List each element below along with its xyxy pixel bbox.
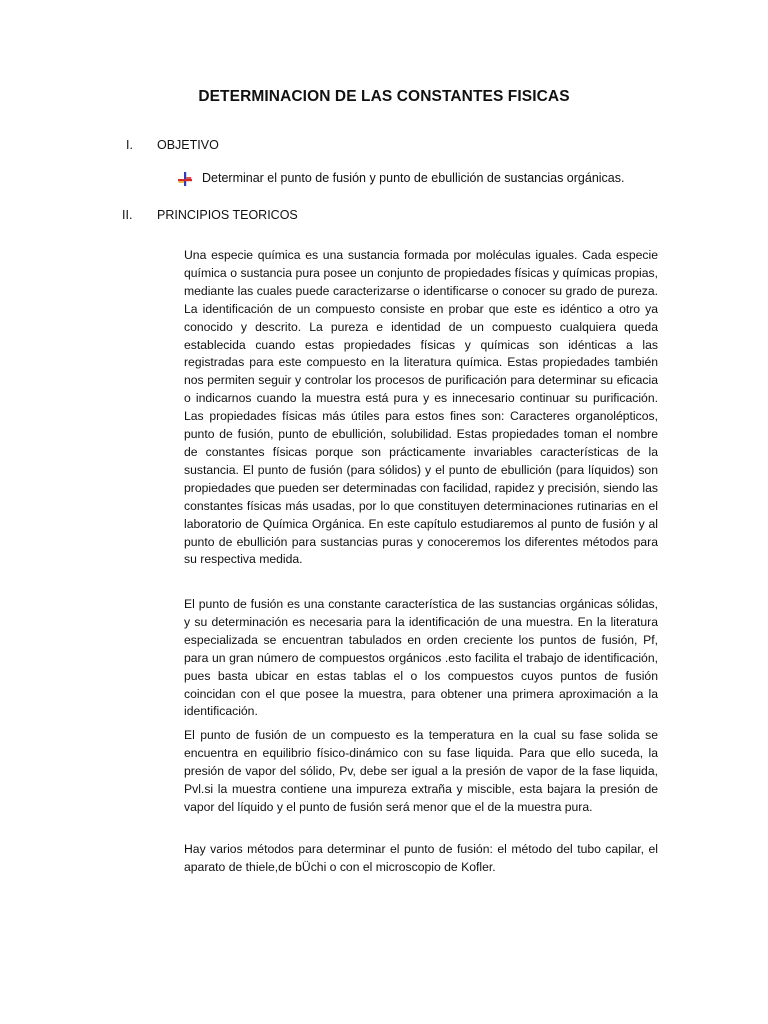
section-number: II.: [122, 208, 133, 222]
colored-cross-bullet-icon: [178, 172, 192, 186]
document-title: DETERMINACION DE LAS CONSTANTES FISICAS: [198, 88, 570, 105]
section-heading: OBJETIVO: [157, 138, 219, 152]
objective-text: Determinar el punto de fusión y punto de ebullición de sustancias orgánicas.: [202, 171, 625, 185]
paragraph: Una especie química es una sustancia formada por moléculas iguales. Cada especie química o sustancia pura posee un conjunto de propiedades físicas y químicas propias, mediante las cuales puede caracterizarse o identificarse o conocer su grado de pureza. La identificación de un compuesto consiste en probar que este es idéntico a otro ya conocido y descrito. La pureza e identidad de un compuesto cualquiera queda establecida cuando estas propiedades físicas y químicas son idénticas a las registradas para este compuesto en la literatura química. Estas propiedades también nos permiten seguir y controlar los procesos de purificación para determinar su eficacia o indicarnos cuando la muestra está pura y es innecesario continuar su purificación. Las propiedades físicas más útiles para estos fines son: Caracteres organolépticos, punto de fusión, punto de ebullición, solubilidad. Estas propiedades toman el nombre de constantes físicas porque son prácticamente invariables características de la sustancia. El punto de fusión (para sólidos) y el punto de ebullición (para líquidos) son propiedades que pueden ser determinadas con facilidad, rapidez y precisión, siendo las constantes físicas más usadas, por lo que constituyen determinaciones rutinarias en el laboratorio de Química Orgánica. En este capítulo estudiaremos al punto de fusión y al punto de ebullición para sustancias puras y conoceremos los diferentes métodos para su respectiva medida.: [184, 248, 658, 567]
section-objetivo: [126, 138, 219, 152]
section-number: I.: [126, 138, 133, 152]
objective-bullet: [178, 171, 624, 185]
section-principios: [122, 208, 298, 222]
paragraph: El punto de fusión es una constante característica de las sustancias orgánicas sólidas, y su determinación es necesaria para la identificación de una muestra. En la literatura especializada se encuentran tabulados en orden creciente los puntos de fusión, Pf, para un gran número de compuestos orgánicos .esto facilita el trabajo de identificación, pues basta ubicar en estas tablas el o los compuestos cuyos puntos de fusión coincidan con el que posee la muestra, para obtener una primera aproximación a la identificación.: [184, 597, 658, 719]
paragraph: El punto de fusión de un compuesto es la temperatura en la cual su fase solida se encuentra en equilibrio físico-dinámico con su fase liquida. Para que ello suceda, la presión de vapor del sólido, Pv, debe ser igual a la presión de vapor de la fase liquida, Pvl.si la muestra contiene una impureza extraña y miscible, esta bajara la presión de vapor del líquido y el punto de fusión será menor que el de la muestra pura.: [184, 728, 658, 814]
section-heading: PRINCIPIOS TEORICOS: [157, 208, 298, 222]
paragraph: Hay varios métodos para determinar el punto de fusión: el método del tubo capilar, el aparato de thiele,de bÜchi o con el microscopio de Kofler.: [184, 842, 658, 874]
